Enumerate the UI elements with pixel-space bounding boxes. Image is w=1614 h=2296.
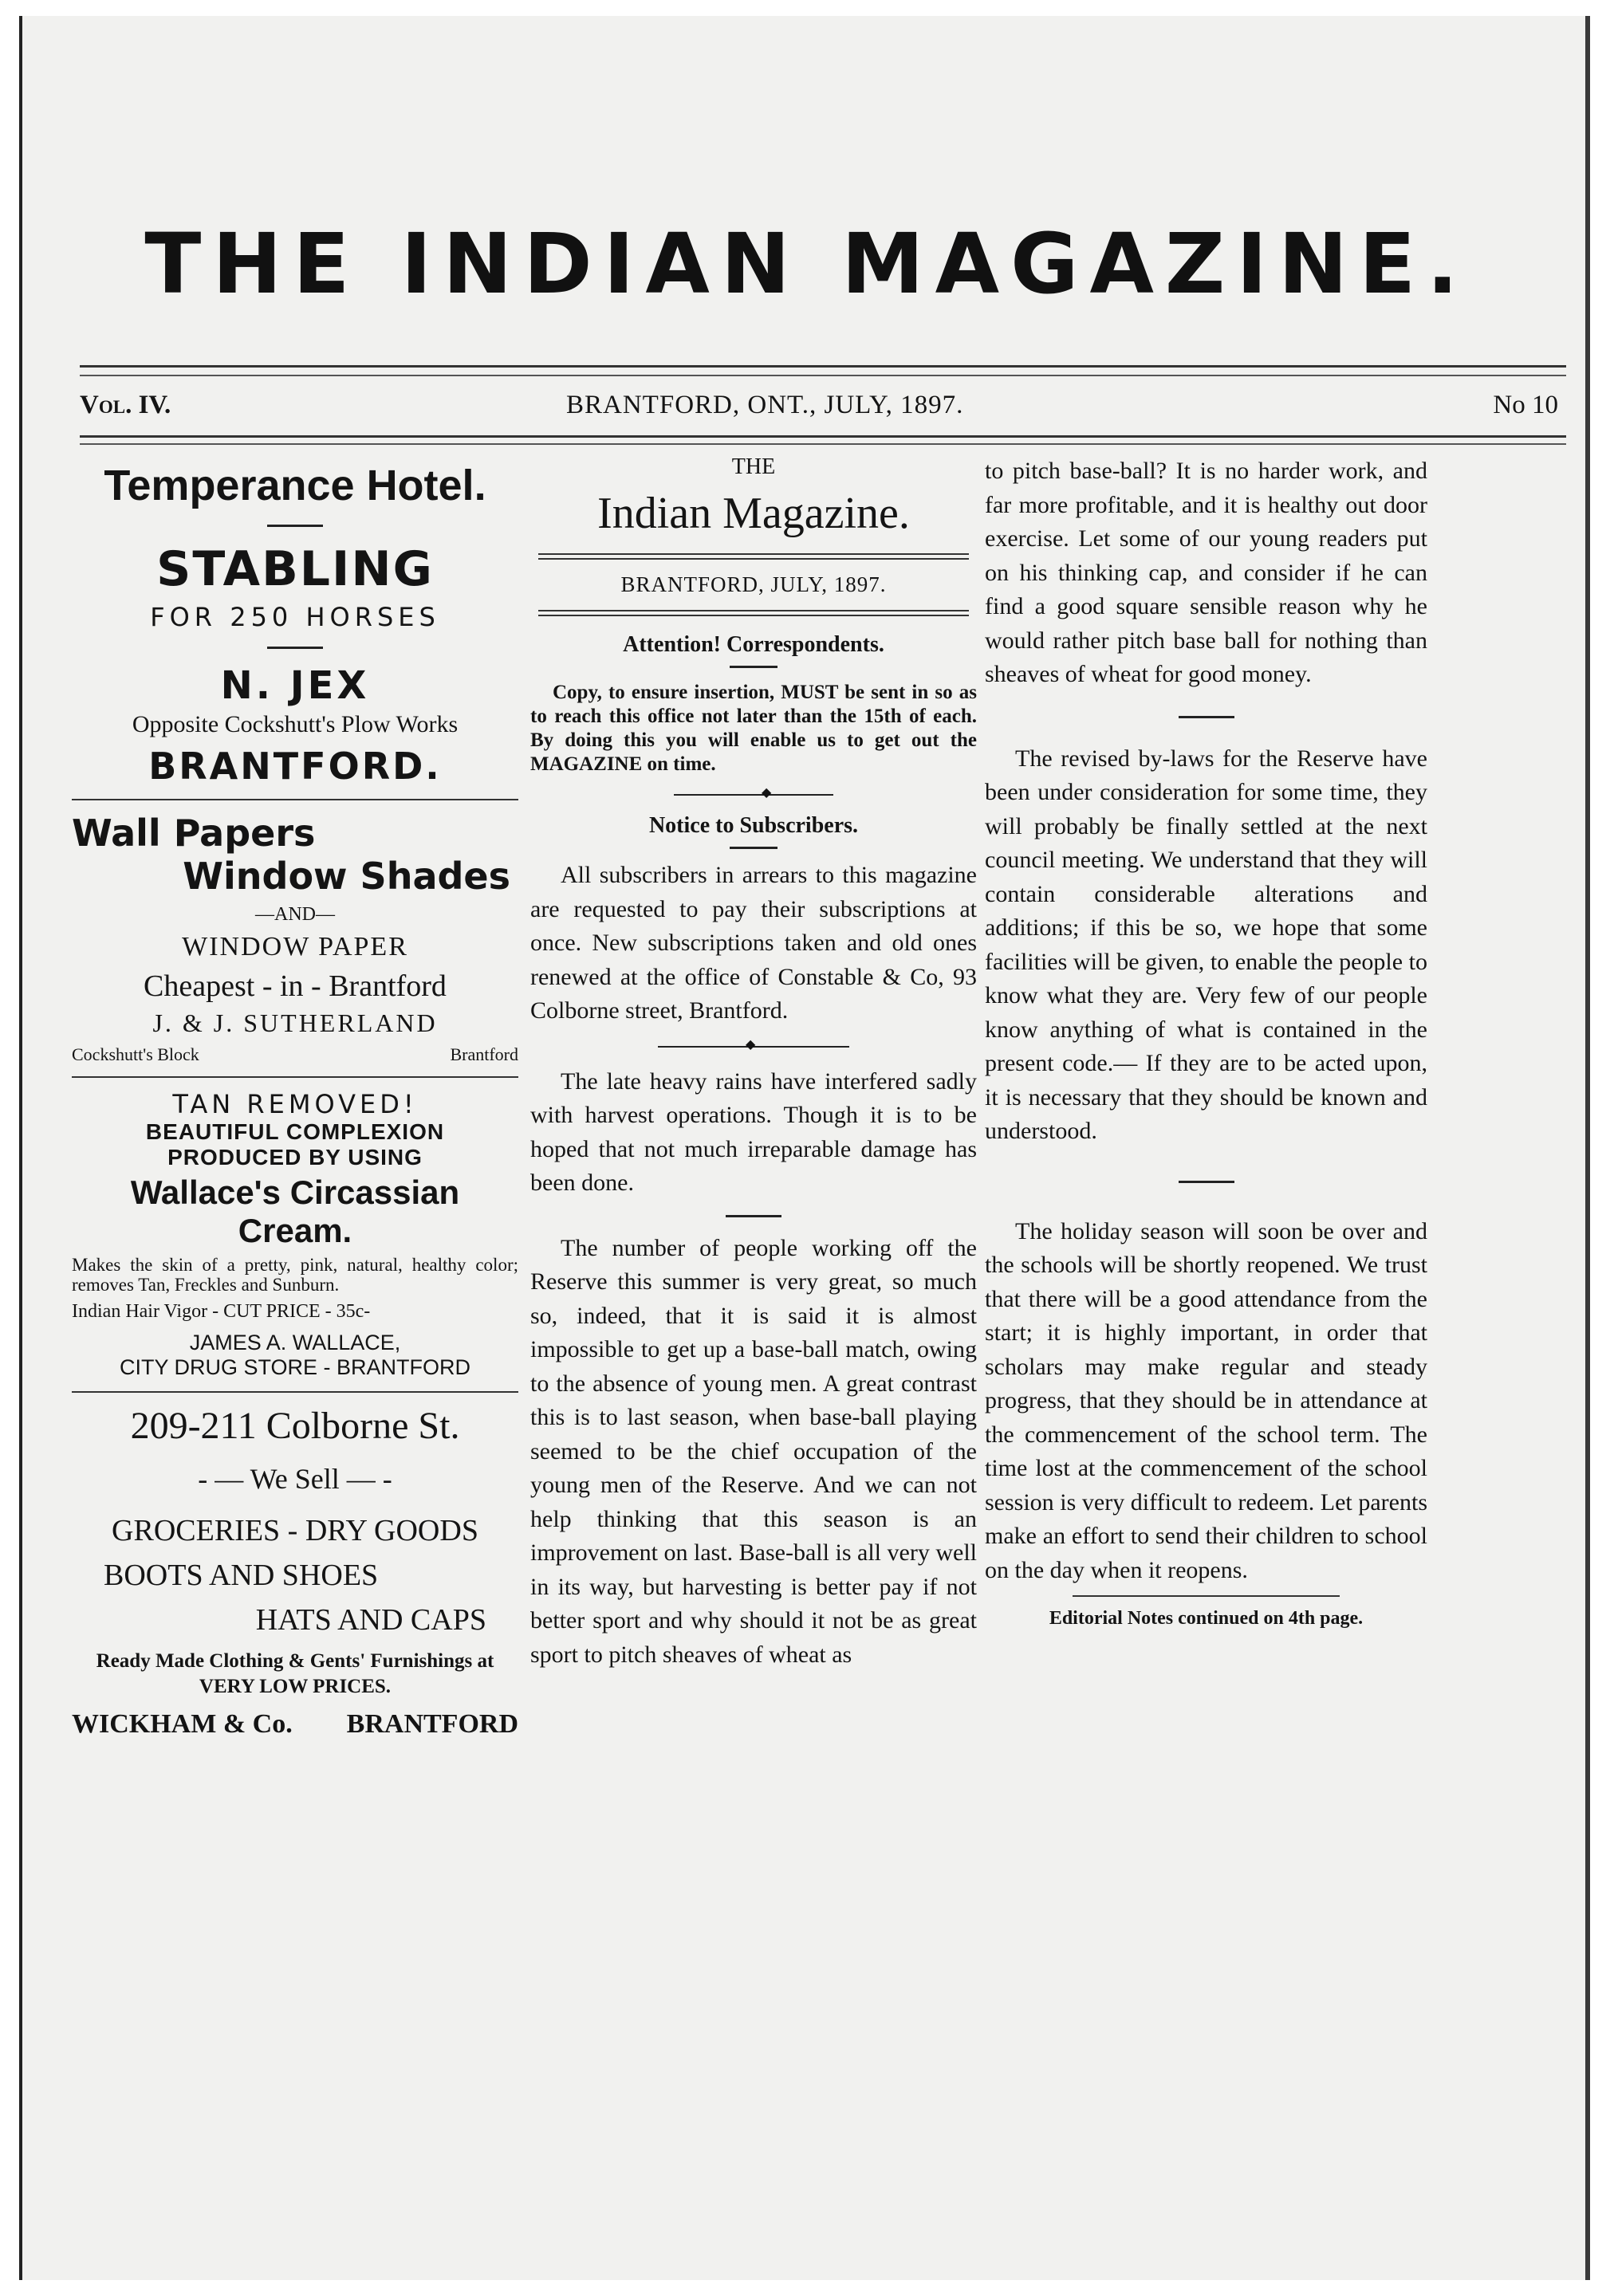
title-rule-2 bbox=[538, 558, 969, 560]
rains-paragraph: The late heavy rains have interfered sadly with harvest operations. Though it is to be hoped that not much irreparable damage has been done. bbox=[530, 1067, 977, 1196]
attention-body: Copy, to ensure insertion, MUST be sent in so as to reach this office not later than the 15th of each. By doing this you will enable us to get out the MAGAZINE on time. bbox=[530, 682, 977, 775]
editorial-the: THE bbox=[731, 454, 776, 479]
hats-line: HATS AND CAPS bbox=[255, 1603, 486, 1637]
block-name: Cockshutt's Block bbox=[72, 1044, 199, 1064]
masthead-rule bbox=[80, 365, 1566, 368]
cream-product: Wallace's Circassian Cream. bbox=[130, 1174, 460, 1249]
notice-heading: Notice to Subscribers. bbox=[648, 813, 859, 838]
ad-separator bbox=[72, 799, 518, 800]
divider bbox=[730, 847, 777, 849]
editorial-column bbox=[530, 454, 977, 1672]
bylaws-paragraph: The revised by-laws for the Reserve have been under consideration for some time, they will probably be finally settled at the next council meeting. We understand that they will contain considerable alterations and additions; if this be so, we hope that some facilities will be given, to enable the people to know what they are. Very few of our people know anything of what is contained in the present code.— If they are to be acted upon, it is necessary that they should be known and understood. bbox=[985, 745, 1427, 1144]
ornament-divider bbox=[658, 1046, 849, 1048]
wickham-ad bbox=[72, 1404, 518, 1740]
drug-store-line: CITY DRUG STORE - BRANTFORD bbox=[119, 1355, 471, 1379]
holiday-paragraph: The holiday season will soon be over and the schools will be shortly reopened. We trust that there will be a good attendance from the start; it is highly important, in order that scholars may make regular and steady progress, that they should be in attendance at the commencement of the school term. The time lost at the commencement of the school session is very difficult to redeem. Let parents make an effort to send their children to school on the day when it reopens. bbox=[985, 1217, 1427, 1583]
editorial-column-right bbox=[985, 454, 1427, 1630]
divider bbox=[1179, 1181, 1234, 1183]
sutherland-firm: J. & J. SUTHERLAND bbox=[152, 1008, 438, 1037]
and-line: —AND— bbox=[255, 904, 335, 925]
hotel-city: BRANTFORD. bbox=[148, 745, 442, 788]
volume-label: Vol. IV. bbox=[80, 391, 171, 419]
stabling-heading: STABLING bbox=[156, 541, 434, 597]
block-city: Brantford bbox=[450, 1044, 518, 1064]
editorial-title: Indian Magazine. bbox=[597, 489, 910, 538]
editorial-dateline: BRANTFORD, JULY, 1897. bbox=[620, 572, 887, 596]
wickham-footer bbox=[72, 1709, 518, 1740]
issue-number: No 10 bbox=[1493, 391, 1558, 419]
produced-line: PRODUCED BY USING bbox=[167, 1145, 423, 1170]
attention-heading: Attention! Correspondents. bbox=[623, 632, 884, 657]
masthead-rule-thin bbox=[80, 375, 1566, 376]
baseball-continued: to pitch base-ball? It is no harder work, and far more profitable, and it is healthy out door exercise. Let some of our young readers put on his thinking cap, and consider if he can find a good square sensible reason why he would rather pitch base ball for nothing than sheaves of wheat for good money. bbox=[985, 458, 1427, 687]
tan-removed-ad bbox=[72, 1089, 518, 1380]
divider bbox=[267, 525, 323, 527]
dateline-rule-thin bbox=[80, 443, 1566, 445]
cream-description: Makes the skin of a pretty, pink, natural, healthy color; removes Tan, Freckles and Sunburn. bbox=[72, 1255, 518, 1295]
temperance-hotel-ad bbox=[72, 461, 518, 788]
notice-body: All subscribers in arrears to this magazine are requested to pay their subscriptions at once. New subscriptions taken and old ones renewed at the office of Constable & Co, 93 Colborne street, Brantford. bbox=[530, 862, 977, 1024]
complexion-line: BEAUTIFUL COMPLEXION bbox=[145, 1119, 445, 1144]
divider bbox=[726, 1215, 781, 1217]
temperance-title: Temperance Hotel. bbox=[104, 462, 486, 509]
wallpaper-ad bbox=[72, 812, 518, 1065]
dateline bbox=[80, 391, 1566, 431]
clothing-line: Ready Made Clothing & Gents' Furnishings at VERY LOW PRICES. bbox=[96, 1650, 494, 1697]
dateline-rule-2 bbox=[538, 615, 969, 616]
issue-date: BRANTFORD, ONT., JULY, 1897. bbox=[566, 391, 964, 419]
window-shades-line: Window Shades bbox=[183, 855, 510, 898]
ads-column bbox=[72, 454, 518, 1740]
hotel-location: Opposite Cockshutt's Plow Works bbox=[132, 711, 459, 737]
horses-line: FOR 250 HORSES bbox=[150, 602, 440, 632]
footer-rule bbox=[1073, 1595, 1340, 1597]
block-line bbox=[72, 1044, 518, 1065]
we-sell-line: - — We Sell — - bbox=[198, 1463, 392, 1495]
window-paper-line: WINDOW PAPER bbox=[182, 932, 408, 961]
ad-separator bbox=[72, 1076, 518, 1078]
divider bbox=[267, 647, 323, 649]
wickham-firm: WICKHAM & Co. bbox=[72, 1709, 293, 1739]
dateline-rule bbox=[80, 435, 1566, 438]
wickham-address: 209-211 Colborne St. bbox=[130, 1405, 460, 1447]
wickham-city: BRANTFORD bbox=[346, 1709, 518, 1739]
groceries-line: GROCERIES - DRY GOODS bbox=[112, 1514, 478, 1547]
tan-headline: TAN REMOVED! bbox=[172, 1089, 418, 1119]
divider bbox=[730, 666, 777, 668]
cheapest-line: Cheapest - in - Brantford bbox=[144, 969, 447, 1003]
ad-separator bbox=[72, 1391, 518, 1393]
hair-vigor-line: Indian Hair Vigor - CUT PRICE - 35c- bbox=[72, 1301, 371, 1322]
title-rule bbox=[538, 553, 969, 555]
wallpapers-line: Wall Papers bbox=[72, 812, 316, 855]
divider bbox=[1179, 716, 1234, 718]
masthead-title: THE INDIAN MAGAZINE. bbox=[144, 215, 1470, 313]
dateline-rule bbox=[538, 610, 969, 611]
seller-name: JAMES A. WALLACE, bbox=[189, 1331, 401, 1354]
continued-note: Editorial Notes continued on 4th page. bbox=[1049, 1608, 1364, 1629]
owner-name: N. JEX bbox=[220, 663, 370, 708]
ornament-divider bbox=[674, 794, 833, 796]
boots-line: BOOTS AND SHOES bbox=[104, 1559, 379, 1592]
baseball-paragraph: The number of people working off the Reserve this summer is very great, so much so, indeed, that it is said it is almost impossible to get up a base-ball match, owing to the absence of young men. A great contrast this is to last season, when base-ball playing seemed to be the chief occupation of the young men of the Reserve. And we can not help thinking that this season is an improvement on last. Base-ball is all very well in its way, but harvesting is better pay if not better sport and why should it not be as great sport to pitch sheaves of wheat as bbox=[530, 1234, 977, 1668]
